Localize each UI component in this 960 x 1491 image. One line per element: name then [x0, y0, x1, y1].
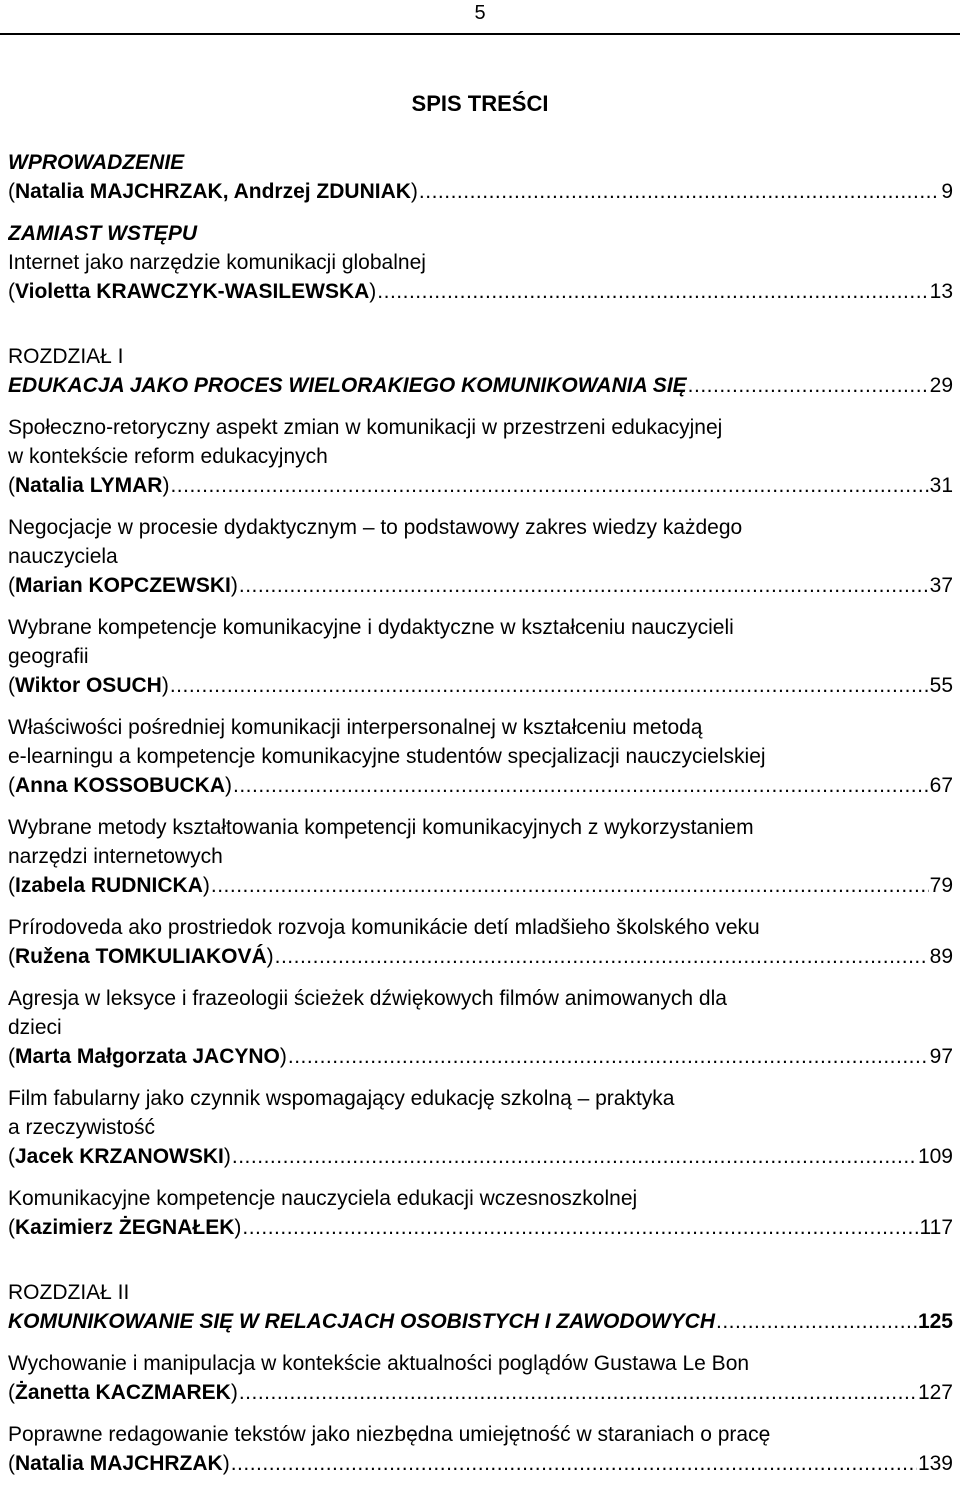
toc-chapter-2[interactable]	[8, 1278, 953, 1336]
section-heading: WPROWADZENIE	[8, 151, 185, 174]
author-text: (Violetta KRAWCZYK-WASILEWSKA)	[8, 280, 377, 303]
page-ref: 31	[929, 474, 953, 497]
page-ref: 79	[929, 874, 953, 897]
dot-leader	[242, 1213, 918, 1242]
author-line	[8, 277, 953, 306]
page-ref: 89	[929, 945, 953, 968]
header-rule	[0, 33, 960, 35]
toc-title: SPIS TREŚCI	[411, 91, 549, 116]
dot-leader	[419, 177, 940, 206]
page-ref: 13	[929, 280, 953, 303]
entry-title-cont: geografii	[8, 645, 89, 668]
dot-leader	[239, 571, 929, 600]
page-number: 5	[474, 2, 486, 24]
dot-leader	[233, 771, 929, 800]
entry-title: Internet jako narzędzie komunikacji globalnej	[8, 251, 426, 274]
author-text: (Izabela RUDNICKA)	[8, 874, 210, 897]
entry-title: Poprawne redagowanie tekstów jako niezbędna umiejętność w staraniach o pracę	[8, 1423, 771, 1446]
entry-title: Prírodoveda ako prostriedok rozvoja komunikácie detí mladšieho školského veku	[8, 916, 760, 939]
entry-title: Negocjacje w procesie dydaktycznym – to podstawowy zakres wiedzy każdego	[8, 516, 743, 539]
author-text: (Anna KOSSOBUCKA)	[8, 774, 233, 797]
dot-leader	[170, 671, 929, 700]
chapter-title: EDUKACJA JAKO PROCES WIELORAKIEGO KOMUNIKOWANIA SIĘ	[8, 374, 687, 397]
toc-entry-introduction[interactable]	[8, 148, 953, 206]
entry-title-cont: w kontekście reform edukacyjnych	[8, 445, 328, 468]
dot-leader	[231, 1449, 917, 1478]
entry-title-cont: nauczyciela	[8, 545, 118, 568]
author-line	[8, 571, 953, 600]
dot-leader	[211, 871, 929, 900]
toc-entry[interactable]	[8, 1420, 953, 1478]
toc-entry[interactable]	[8, 513, 953, 600]
author-text: (Marian KOPCZEWSKI)	[8, 574, 238, 597]
page-ref: 37	[929, 574, 953, 597]
page-ref: 117	[919, 1216, 953, 1239]
author-text: (Jacek KRZANOWSKI)	[8, 1145, 231, 1168]
author-line	[8, 771, 953, 800]
author-line	[8, 1449, 953, 1478]
toc-entry[interactable]	[8, 713, 953, 800]
author-text: (Żanetta KACZMAREK)	[8, 1381, 238, 1404]
page-ref: 67	[929, 774, 953, 797]
dot-leader	[232, 1142, 917, 1171]
author-text: (Ružena TOMKULIAKOVÁ)	[8, 945, 274, 968]
entry-title-cont: a rzeczywistość	[8, 1116, 156, 1139]
author-text: (Wiktor OSUCH)	[8, 674, 169, 697]
entry-title-cont: dzieci	[8, 1016, 62, 1039]
author-line	[8, 177, 953, 206]
chapter-title-line	[8, 371, 953, 400]
author-line	[8, 1042, 953, 1071]
toc-entry[interactable]	[8, 1084, 953, 1171]
page-ref: 139	[917, 1452, 953, 1475]
page-ref: 127	[917, 1381, 953, 1404]
toc-entry[interactable]	[8, 984, 953, 1071]
author-line	[8, 671, 953, 700]
toc-entry[interactable]	[8, 413, 953, 500]
toc-entry[interactable]	[8, 613, 953, 700]
author-line	[8, 871, 953, 900]
author-text: (Kazimierz ŻEGNAŁEK)	[8, 1216, 242, 1239]
section-heading: ZAMIAST WSTĘPU	[8, 222, 197, 245]
author-line	[8, 1378, 953, 1407]
toc-entry[interactable]	[8, 1184, 953, 1242]
author-line	[8, 1142, 953, 1171]
author-line	[8, 942, 953, 971]
author-text: (Natalia MAJCHRZAK, Andrzej ZDUNIAK)	[8, 180, 418, 203]
toc-entry[interactable]	[8, 913, 953, 971]
dot-leader	[377, 277, 928, 306]
chapter-label: ROZDZIAŁ I	[8, 345, 124, 368]
table-of-contents	[8, 148, 953, 1491]
author-text: (Natalia MAJCHRZAK)	[8, 1452, 230, 1475]
dot-leader	[688, 371, 929, 400]
entry-title-cont: e-learningu a kompetencje komunikacyjne studentów specjalizacji nauczycielskiej	[8, 745, 766, 768]
page-ref: 109	[917, 1145, 953, 1168]
author-line	[8, 471, 953, 500]
page-ref: 125	[917, 1310, 953, 1333]
page-ref: 9	[941, 180, 953, 203]
dot-leader	[288, 1042, 929, 1071]
toc-chapter-1[interactable]	[8, 342, 953, 400]
author-text: (Natalia LYMAR)	[8, 474, 170, 497]
dot-leader	[239, 1378, 917, 1407]
entry-title: Komunikacyjne kompetencje nauczyciela edukacji wczesnoszkolnej	[8, 1187, 638, 1210]
chapter-label: ROZDZIAŁ II	[8, 1281, 130, 1304]
chapter-title-line	[8, 1307, 953, 1336]
page-ref: 29	[929, 374, 953, 397]
chapter-title: KOMUNIKOWANIE SIĘ W RELACJACH OSOBISTYCH I ZAWODOWYCH	[8, 1310, 716, 1333]
dot-leader	[170, 471, 928, 500]
dot-leader	[716, 1307, 917, 1336]
entry-title: Wybrane kompetencje komunikacyjne i dydaktyczne w kształceniu nauczycieli	[8, 616, 734, 639]
entry-title: Właściwości pośredniej komunikacji interpersonalnej w kształceniu metodą	[8, 716, 703, 739]
entry-title: Wychowanie i manipulacja w kontekście aktualności poglądów Gustawa Le Bon	[8, 1352, 750, 1375]
entry-title: Wybrane metody kształtowania kompetencji komunikacyjnych z wykorzystaniem	[8, 816, 754, 839]
author-line	[8, 1213, 953, 1242]
entry-title: Film fabularny jako czynnik wspomagający edukację szkolną – praktyka	[8, 1087, 675, 1110]
entry-title-cont: narzędzi internetowych	[8, 845, 223, 868]
entry-title: Społeczno-retoryczny aspekt zmian w komunikacji w przestrzeni edukacyjnej	[8, 416, 723, 439]
toc-entry[interactable]	[8, 813, 953, 900]
toc-entry[interactable]	[8, 1349, 953, 1407]
toc-entry-foreword[interactable]	[8, 219, 953, 306]
entry-title: Agresja w leksyce i frazeologii ścieżek dźwiękowych filmów animowanych dla	[8, 987, 727, 1010]
page-ref: 55	[929, 674, 953, 697]
page-ref: 97	[929, 1045, 953, 1068]
author-text: (Marta Małgorzata JACYNO)	[8, 1045, 287, 1068]
dot-leader	[275, 942, 929, 971]
